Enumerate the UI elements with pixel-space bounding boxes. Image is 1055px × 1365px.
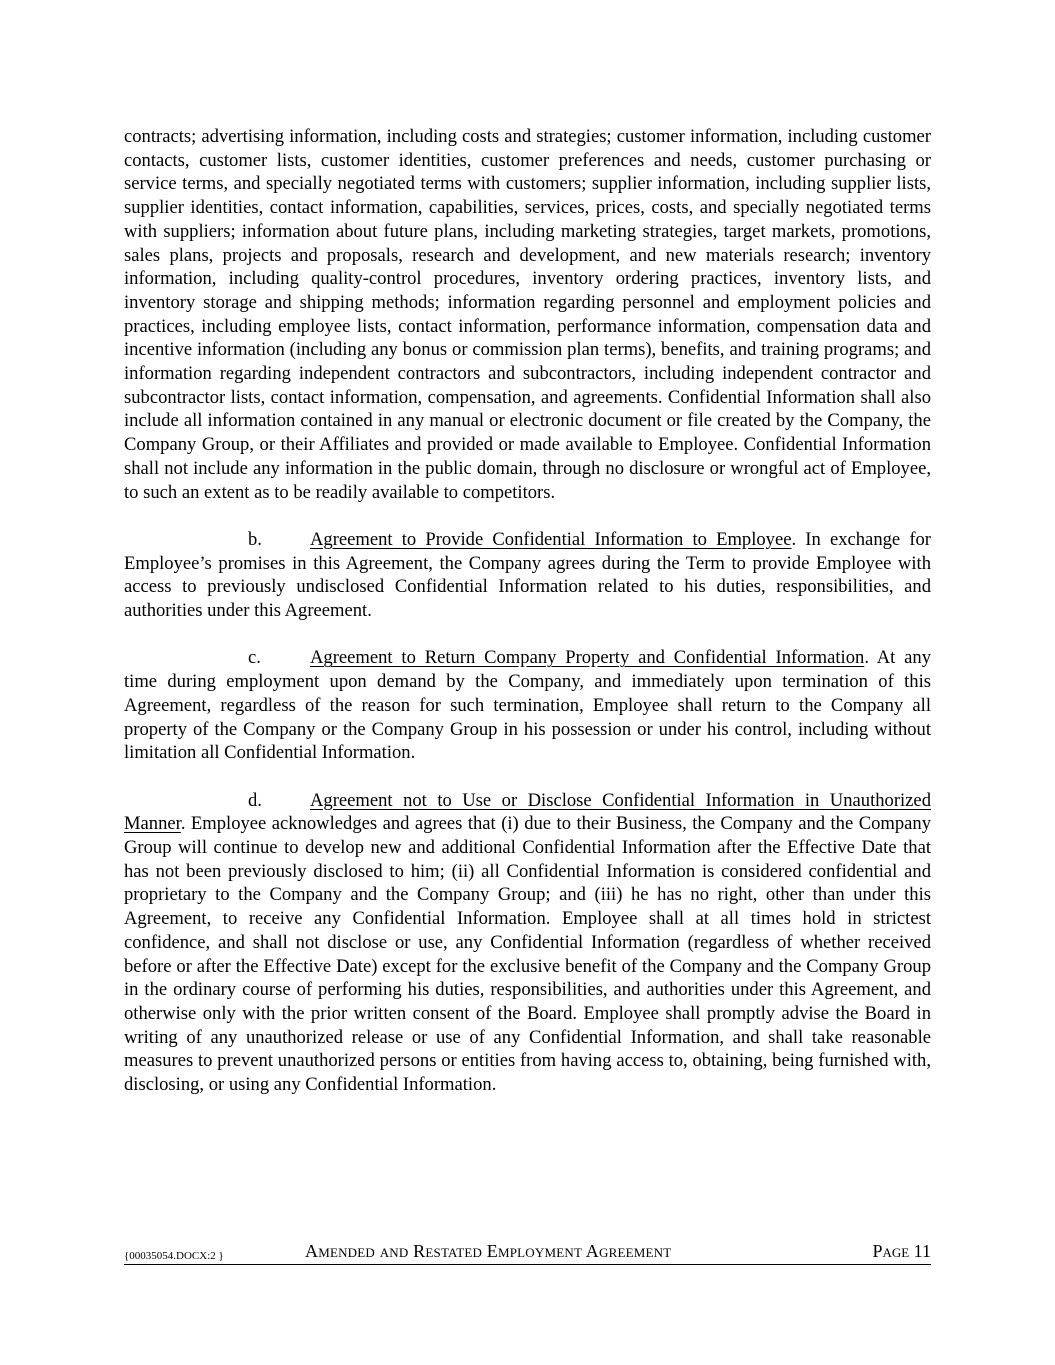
section-text: . At any time during employment upon demand by the Company, and immediately upon termination of this Agreement, regardless of the reason for such termination, Employee shall return to the Company all property of the Company or the Company Group in his possession or under his control, including without limitation all Confidential Information.	[124, 647, 932, 764]
section-title: Agreement not to Use or Disclose Confidential Information in Unauthorized Manner	[124, 789, 931, 835]
section-title: Agreement to Provide Confidential Information to Employee	[310, 528, 792, 550]
section-letter: b.	[248, 528, 262, 550]
section-b	[124, 528, 931, 623]
section-text: . In exchange for Employee’s promises in this Agreement, the Company agrees during the Term to provide Employee with access to previously undisclosed Confidential Information related to his duties, responsibilities, and authorities under this Agreement.	[124, 528, 932, 622]
section-title: Agreement to Return Company Property and Confidential Information	[310, 647, 865, 669]
section-letter: c.	[248, 647, 261, 669]
section-d	[124, 789, 931, 1097]
footer-doc-id: {00035054.DOCX:2 }	[124, 1250, 224, 1262]
paragraph-confidential-information-definition: contracts; advertising information, including costs and strategies; customer information, including customer contacts, customer lists, customer identities, customer preferences and needs, customer purchasing or service terms, and specially negotiated terms with customers; supplier information, including supplier lists, supplier identities, contact information, capabilities, services, prices, costs, and specially negotiated terms with suppliers; information about future plans, including marketing strategies, target markets, promotions, sales plans, projects and proposals, research and development, and new materials research; inventory information, including quality-control procedures, inventory ordering practices, inventory lists, and inventory storage and shipping methods; information regarding personnel and employment policies and practices, including employee lists, contact information, performance information, compensation data and incentive information (including any bonus or commission plan terms), benefits, and training programs; and information regarding independent contractors and subcontractors, including independent contractor and subcontractor lists, contact information, compensation, and agreements. Confidential Information shall also include all information contained in any manual or electronic document or file created by the Company, the Company Group, or their Affiliates and provided or made available to Employee. Confidential Information shall not include any information in the public domain, through no disclosure or wrongful act of Employee, to such an extent as to be readily available to competitors.	[124, 126, 931, 503]
page-footer	[124, 1240, 931, 1265]
section-letter: d.	[248, 789, 262, 811]
footer-page-number: Page 11	[872, 1241, 931, 1261]
document-body	[124, 125, 931, 1097]
footer-title: Amended and Restated Employment Agreement	[305, 1241, 672, 1261]
section-text: . Employee acknowledges and agrees that (i) due to their Business, the Company and the Company Group will continue to develop new and additional Confidential Information after the Effective Date that has not been previously disclosed to him; (ii) all Confidential Information is considered confidential and proprietary to the Company and the Company Group; and (iii) he has no right, other than under this Agreement, to receive any Confidential Information. Employee shall at all times hold in strictest confidence, and shall not disclose or use, any Confidential Information (regardless of whether received before or after the Effective Date) except for the exclusive benefit of the Company and the Company Group in the ordinary course of performing his duties, responsibilities, and authorities under this Agreement, and otherwise only with the prior written consent of the Board. Employee shall promptly advise the Board in writing of any unauthorized release or use of any Confidential Information, and shall take reasonable measures to prevent unauthorized persons or entities from having access to, obtaining, being furnished with, disclosing, or using any Confidential Information.	[124, 813, 931, 1096]
section-c	[124, 646, 931, 765]
